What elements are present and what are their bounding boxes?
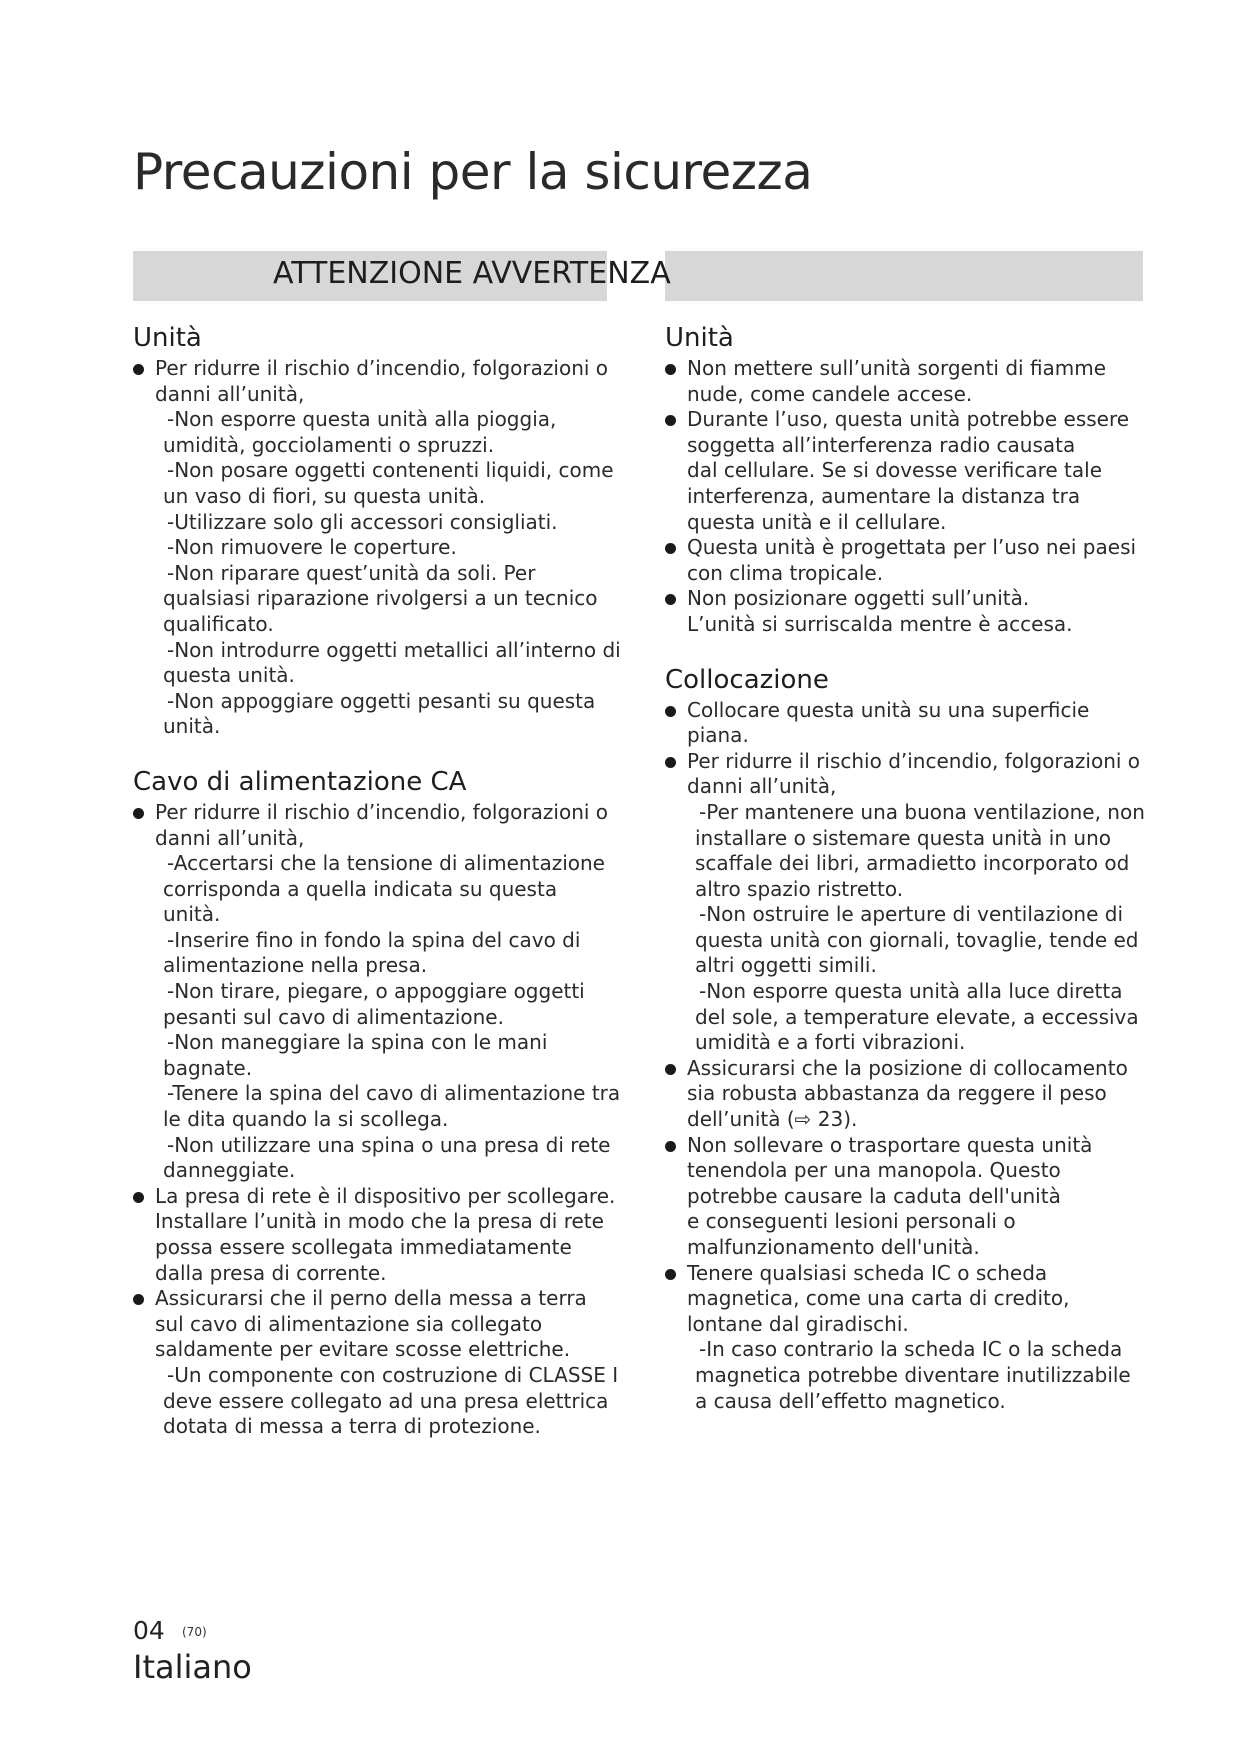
text-line: Non sollevare o trasportare questa unità [687, 1132, 1093, 1157]
text-line: questa unità con giornali, tovaglie, tende ed [695, 927, 1139, 952]
text-line: -Tenere la spina del cavo di alimentazione tra [167, 1081, 621, 1106]
section-unita-left [133, 322, 633, 740]
bullet-icon [665, 1141, 676, 1152]
text-line: -Inserire fino in fondo la spina del cavo di [167, 927, 581, 952]
section-title: Collocazione [665, 664, 829, 695]
text-line: Tenere qualsiasi scheda IC o scheda [687, 1260, 1048, 1285]
sub-item [155, 458, 633, 509]
bullet-item [133, 356, 633, 740]
text-line: corrisponda a quella indicata su questa [163, 876, 558, 901]
bullet-item [665, 1261, 1165, 1415]
text-line: -Non rimuovere le coperture. [167, 535, 457, 560]
text-line: qualsiasi riparazione rivolgersi a un tecnico [163, 586, 598, 611]
text-line: -Accertarsi che la tensione di alimentazione [167, 851, 605, 876]
bullet-item [665, 1056, 1165, 1133]
bullet-item [665, 698, 1165, 749]
text-line: potrebbe causare la caduta dell'unità [687, 1183, 1061, 1208]
text-line: magnetica potrebbe diventare inutilizzabile [695, 1362, 1131, 1387]
text-line: dal cellulare. Se si dovesse verificare tale [687, 458, 1103, 483]
sub-item [687, 979, 1165, 1056]
text-line: dotata di messa a terra di protezione. [163, 1414, 541, 1439]
text-line: Collocare questa unità su una superficie [687, 697, 1090, 722]
page-reference: (70) [182, 1625, 207, 1639]
text-line: Per ridurre il rischio d’incendio, folgorazioni o [155, 356, 609, 380]
sub-item [687, 1337, 1165, 1414]
section-title: Unità [133, 323, 202, 353]
text-line: -Non posare oggetti contenenti liquidi, come [167, 458, 614, 483]
section-unita-right [665, 322, 1165, 638]
text-line: dalla presa di corrente. [155, 1260, 387, 1285]
bullet-icon [665, 706, 676, 717]
text-line: -Non ostruire le aperture di ventilazione di [699, 902, 1124, 927]
text-line: questa unità e il cellulare. [687, 509, 947, 534]
text-line: Per ridurre il rischio d’incendio, folgorazioni o [687, 748, 1141, 773]
text-line: Assicurarsi che la posizione di collocamento [687, 1055, 1128, 1080]
sub-item [155, 638, 633, 689]
left-column [133, 322, 633, 1466]
text-line: danni all’unità, [155, 825, 305, 850]
sub-item [155, 1363, 633, 1440]
text-line: Installare l’unità in modo che la presa di rete [155, 1209, 604, 1234]
bullet-icon [665, 543, 676, 554]
text-line: bagnate. [163, 1055, 253, 1080]
text-line: -In caso contrario la scheda IC o la scheda [699, 1337, 1123, 1362]
sub-item [155, 1030, 633, 1081]
text-line: danneggiate. [163, 1158, 296, 1183]
text-line: qualificato. [163, 611, 274, 636]
text-line: -Non introdurre oggetti metallici all’interno di [167, 637, 621, 662]
text-line: Per ridurre il rischio d’incendio, folgorazioni o [155, 799, 609, 824]
right-column [665, 322, 1165, 1440]
text-line: Non posizionare oggetti sull’unità. [687, 586, 1030, 611]
sub-item [155, 928, 633, 979]
bullet-item [665, 407, 1165, 535]
text-line: unità. [163, 902, 221, 927]
text-line: Durante l’uso, questa unità potrebbe essere [687, 407, 1130, 432]
text-line: Questa unità è progettata per l’uso nei paesi [687, 535, 1137, 560]
section-collocazione [665, 664, 1165, 1415]
text-line: -Non maneggiare la spina con le mani [167, 1030, 548, 1055]
sub-item [155, 1133, 633, 1184]
sub-item [155, 510, 633, 536]
bullet-icon [133, 808, 144, 819]
text-line: possa essere scollegata immediatamente [155, 1235, 572, 1259]
section-title: Cavo di alimentazione CA [133, 766, 467, 797]
text-line: a causa dell’effetto magnetico. [695, 1388, 1006, 1413]
sub-item [155, 407, 633, 458]
text-line: tenendola per una manopola. Questo [687, 1158, 1061, 1183]
bullet-item [133, 1184, 633, 1286]
text-line: nude, come candele accese. [687, 381, 973, 406]
text-line: -Non riparare quest’unità da soli. Per [167, 560, 536, 585]
sub-item [687, 902, 1165, 979]
text-line: danni all’unità, [687, 774, 837, 799]
text-line: unità. [163, 714, 221, 739]
text-line: alimentazione nella presa. [163, 953, 428, 978]
bullet-icon [133, 1192, 144, 1203]
text-line: dell’unità (⇨ 23). [687, 1107, 858, 1132]
text-line: interferenza, aumentare la distanza tra [687, 483, 1081, 508]
sub-item [155, 689, 633, 740]
section-cavo [133, 766, 633, 1440]
bullet-icon [133, 364, 144, 375]
text-line: e conseguenti lesioni personali o [687, 1209, 1016, 1234]
sub-item [155, 851, 633, 928]
text-line: -Non tirare, piegare, o appoggiare oggetti [167, 979, 585, 1004]
bullet-item [665, 356, 1165, 407]
text-line: sia robusta abbastanza da reggere il peso [687, 1081, 1107, 1106]
bullet-item [665, 586, 1165, 637]
text-line: pesanti sul cavo di alimentazione. [163, 1004, 504, 1029]
text-line: -Non appoggiare oggetti pesanti su questa [167, 688, 596, 713]
bullet-item [665, 749, 1165, 1056]
text-line: umidità e a forti vibrazioni. [695, 1030, 966, 1055]
sub-item [687, 800, 1165, 902]
bullet-item [665, 1133, 1165, 1261]
page-title: Precauzioni per la sicurezza [133, 143, 813, 201]
text-line: -Non esporre questa unità alla luce diretta [699, 979, 1123, 1004]
sub-item [155, 561, 633, 638]
sub-item [155, 535, 633, 561]
text-line: soggetta all’interferenza radio causata [687, 432, 1076, 457]
text-line: Non mettere sull’unità sorgenti di fiamme [687, 356, 1107, 380]
section-title: Unità [665, 323, 734, 353]
text-line: un vaso di fiori, su questa unità. [163, 483, 486, 508]
bullet-item [133, 1286, 633, 1440]
text-line: altro spazio ristretto. [695, 876, 904, 901]
bullet-item [133, 800, 633, 1184]
warning-heading: ATTENZIONE AVVERTENZA [273, 256, 671, 291]
text-line: danni all’unità, [155, 381, 305, 406]
text-line: umidità, gocciolamenti o spruzzi. [163, 432, 495, 457]
bullet-icon [665, 757, 676, 768]
text-line: magnetica, come una carta di credito, [687, 1286, 1070, 1311]
bullet-icon [665, 1064, 676, 1075]
text-line: -Per mantenere una buona ventilazione, non [699, 799, 1145, 824]
bullet-icon [665, 415, 676, 426]
page-number: 04 [133, 1616, 165, 1645]
sub-item [155, 979, 633, 1030]
text-line: piana. [687, 723, 749, 748]
bullet-icon [665, 594, 676, 605]
warning-bar-right [665, 251, 1143, 301]
text-line: altri oggetti simili. [695, 953, 877, 978]
text-line: lontane dal giradischi. [687, 1311, 909, 1336]
text-line: Assicurarsi che il perno della messa a terra [155, 1286, 587, 1311]
text-line: sul cavo di alimentazione sia collegato [155, 1311, 543, 1336]
text-line: -Utilizzare solo gli accessori consigliati. [167, 509, 558, 534]
text-line: La presa di rete è il dispositivo per scollegare. [155, 1183, 616, 1208]
bullet-icon [133, 1294, 144, 1305]
text-line: installare o sistemare questa unità in uno [695, 825, 1111, 850]
bullet-item [665, 535, 1165, 586]
bullet-icon [665, 1269, 676, 1280]
text-line: malfunzionamento dell'unità. [687, 1235, 980, 1259]
text-line: -Non esporre questa unità alla pioggia, [167, 407, 557, 432]
text-line: L’unità si surriscalda mentre è accesa. [687, 611, 1073, 636]
text-line: questa unità. [163, 663, 295, 688]
text-line: del sole, a temperature elevate, a eccessiva [695, 1004, 1139, 1029]
text-line: deve essere collegato ad una presa elettrica [163, 1388, 609, 1413]
sub-item [155, 1081, 633, 1132]
text-line: -Non utilizzare una spina o una presa di rete [167, 1132, 611, 1157]
text-line: le dita quando la si scollega. [163, 1107, 449, 1132]
bullet-icon [665, 364, 676, 375]
language-label: Italiano [133, 1648, 252, 1686]
text-line: -Un componente con costruzione di CLASSE I [167, 1362, 619, 1387]
text-line: saldamente per evitare scosse elettriche. [155, 1337, 571, 1362]
text-line: scaffale dei libri, armadietto incorporato od [695, 851, 1130, 876]
text-line: con clima tropicale. [687, 560, 884, 585]
